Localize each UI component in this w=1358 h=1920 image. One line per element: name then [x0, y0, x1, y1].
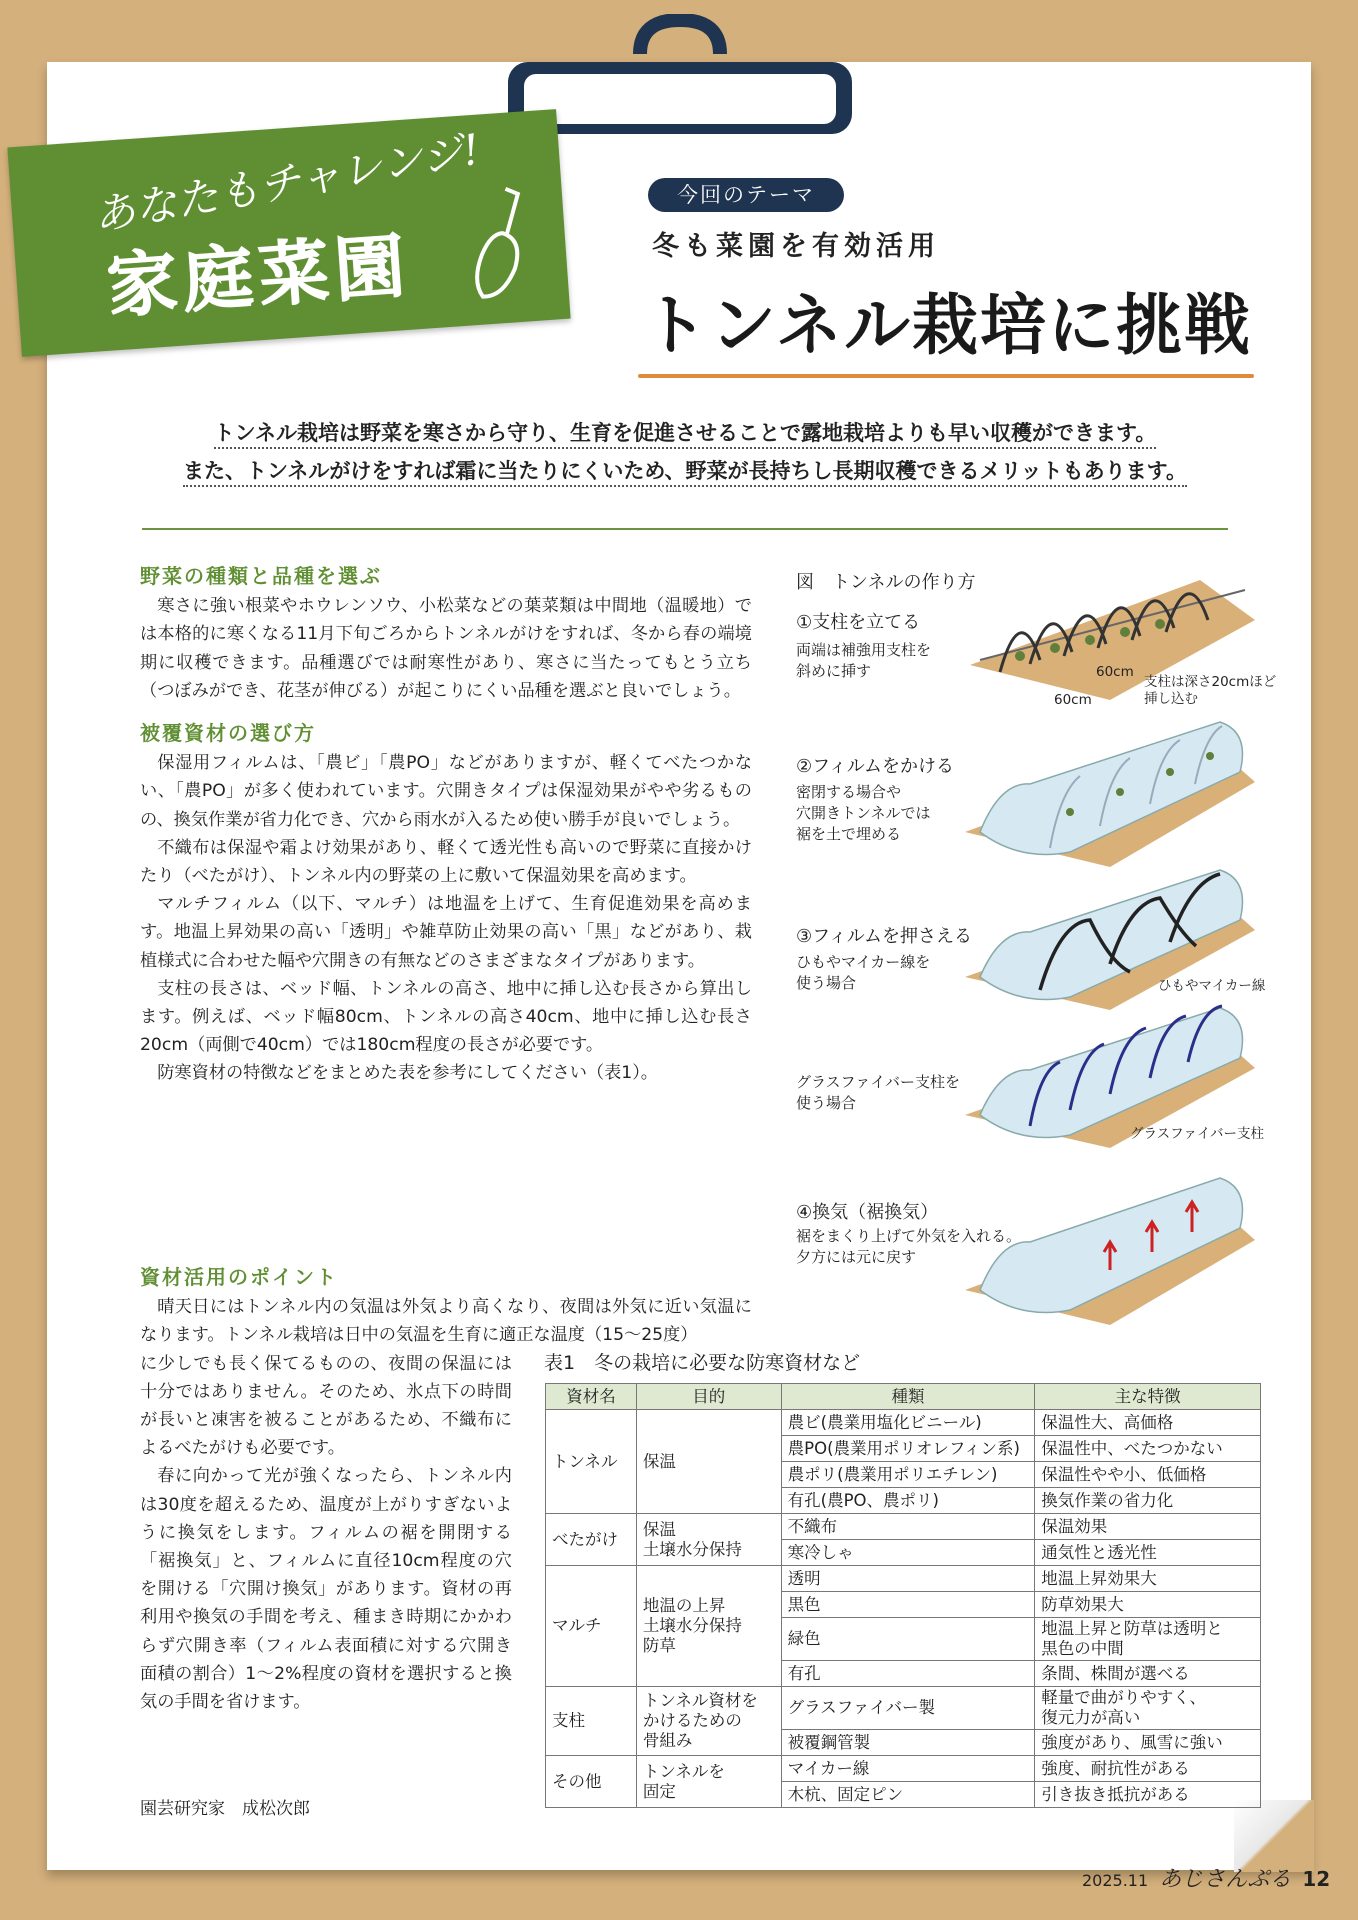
intro-line-2: また、トンネルがけをすれば霜に当たりにくいため、野菜が長持ちし長期収穫できるメリットもあります。 [183, 459, 1187, 487]
feature: 地温上昇と防草は透明と 黒色の中間 [1035, 1618, 1261, 1661]
paragraph: 不織布は保湿や霜よけ効果があり、軽くて透光性も高いので野菜に直接かけたり（べたがけ）、トンネル内の野菜の上に敷いて保温効果を高めます。 [140, 837, 752, 887]
kind: 木杭、固定ピン [781, 1782, 1035, 1808]
material-name: トンネル [546, 1410, 637, 1514]
feature: 条間、株間が選べる [1035, 1661, 1261, 1687]
article-body-top [140, 562, 752, 1088]
feature: 強度があり、風雪に強い [1035, 1730, 1261, 1756]
feature: 引き抜き抵抗がある [1035, 1782, 1261, 1808]
kind: 不織布 [781, 1514, 1035, 1540]
purpose: 地温の上昇 土壌水分保持 防草 [636, 1566, 781, 1687]
dimension-label: 60cm [1096, 664, 1134, 680]
paragraph: 防寒資材の特徴などをまとめた表を参考にしてください（表1）。 [157, 1063, 658, 1084]
intro-line-1: トンネル栽培は野菜を寒さから守り、生育を促進させることで露地栽培よりも早い収穫ができます。 [214, 421, 1157, 449]
section-divider [142, 528, 1228, 530]
title-underline [638, 374, 1254, 378]
kind: 有孔 [781, 1661, 1035, 1687]
theme-badge: 今回のテーマ [648, 178, 844, 212]
kind: 被覆鋼管製 [781, 1730, 1035, 1756]
step-description: 裾をまくり上げて外気を入れる。 夕方には元に戻す [796, 1227, 1022, 1266]
paragraph: に少しでも長く保てるものの、夜間の保温には十分ではありません。そのため、氷点下の時間が長いと凍害を被ることがあるため、不織布によるべたがけも必要です。 [140, 1353, 512, 1459]
kind: 農PO(農業用ポリオレフィン系) [781, 1436, 1035, 1462]
dimension-label: 60cm [1054, 692, 1092, 708]
section-heading: 被覆資材の選び方 [140, 721, 316, 746]
category-banner [7, 109, 570, 357]
callout-note: 支柱は深さ20cmほど 挿し込む [1144, 674, 1277, 707]
trowel-icon [461, 181, 539, 306]
section-heading: 野菜の種類と品種を選ぶ [140, 564, 382, 588]
banner-subtitle: あなたもチャレンジ! [89, 124, 484, 241]
feature: 通気性と透光性 [1035, 1540, 1261, 1566]
author-credit: 園芸研究家 成松次郎 [140, 1799, 310, 1819]
step-heading: ②フィルムをかける [796, 756, 954, 777]
figure-title: 図 トンネルの作り方 [796, 572, 976, 593]
kind: グラスファイバー製 [781, 1687, 1035, 1730]
purpose: 保温 [636, 1410, 781, 1514]
page-footer [1082, 1862, 1330, 1893]
step-heading: ④換気（裾換気） [796, 1202, 939, 1223]
table-title: 表1 冬の栽培に必要な防寒資材など [544, 1352, 861, 1374]
column-header: 主な特徴 [1035, 1384, 1261, 1410]
kind: 透明 [781, 1566, 1035, 1592]
paragraph: 春に向かって光が強くなったら、トンネル内は30度を超えるため、温度が上がりすぎないように換気をします。フィルムの裾を開閉する「裾換気」と、フィルムに直径10cm程度の穴を開ける「穴開け換気」があります。資材の再利用や換気の手間を考え、種まき時期にかかわらず穴開き率（フィルム表面積に対する穴開き面積の割合）1～2%程度の資材を選択すると換気の手間を省けます。 [140, 1466, 512, 1713]
column-header: 資材名 [546, 1384, 637, 1410]
step-description: グラスファイバー支柱を 使う場合 [796, 1073, 960, 1112]
step-description: 密閉する場合や 穴開きトンネルでは 裾を土で埋める [796, 783, 931, 843]
kind: 有孔(農PO、農ポリ) [781, 1488, 1035, 1514]
material-name: マルチ [546, 1566, 637, 1687]
feature: 防草効果大 [1035, 1592, 1261, 1618]
kind: 緑色 [781, 1618, 1035, 1661]
purpose: トンネルを 固定 [636, 1756, 781, 1808]
article-title: トンネル栽培に挑戦 [642, 287, 1253, 364]
feature: 保温性やや小、低価格 [1035, 1462, 1261, 1488]
feature: 換気作業の省力化 [1035, 1488, 1261, 1514]
material-name: 支柱 [546, 1687, 637, 1756]
feature: 保温効果 [1035, 1514, 1261, 1540]
kind: 農ポリ(農業用ポリエチレン) [781, 1462, 1035, 1488]
table-header-row [546, 1384, 1261, 1410]
step-heading: ③フィルムを押さえる [796, 926, 972, 947]
material-name: べたがけ [546, 1514, 637, 1566]
feature: 地温上昇効果大 [1035, 1566, 1261, 1592]
ventilation-illustration [960, 1160, 1260, 1330]
column-header: 目的 [636, 1384, 781, 1410]
issue-date: 2025.11 [1082, 1871, 1149, 1890]
paragraph: 寒さに強い根菜やホウレンソウ、小松菜などの葉菜類は中間地（温暖地）では本格的に寒くなる11月下旬ごろからトンネルがけをすれば、冬から春の端境期に収穫できます。品種選びでは耐寒性があり、寒さに当たってもとう立ち（つぼみができ、花茎が伸びる）が起こりにくい品種を選ぶと良いでしょう。 [140, 596, 752, 701]
feature: 保温性中、べたつかない [1035, 1436, 1261, 1462]
table-row [546, 1566, 1261, 1592]
kind: 黒色 [781, 1592, 1035, 1618]
materials-table [545, 1383, 1261, 1808]
step-heading: ①支柱を立てる [796, 612, 921, 633]
material-name: その他 [546, 1756, 637, 1808]
kind: マイカー線 [781, 1756, 1035, 1782]
section-heading: 資材活用のポイント [140, 1265, 338, 1289]
feature: 軽量で曲がりやすく、 復元力が高い [1035, 1687, 1261, 1730]
film-cover-illustration [960, 712, 1260, 872]
purpose: 保温 土壌水分保持 [636, 1514, 781, 1566]
paragraph: マルチフィルム（以下、マルチ）は地温を上げて、生育促進効果を高めます。地温上昇効果の高い「透明」や雑草防止効果の高い「黒」などがあり、栽植様式に合わせた幅や穴開きの有無などのさまざまなタイプがあります。 [140, 894, 752, 971]
purpose: トンネル資材を かけるための 骨組み [636, 1687, 781, 1756]
table-row [546, 1756, 1261, 1782]
step-description: ひもやマイカー線を 使う場合 [796, 953, 931, 992]
step-description: 両端は補強用支柱を 斜めに挿す [796, 641, 932, 680]
callout-note: ひもやマイカー線 [1158, 978, 1266, 994]
page-number: 12 [1302, 1867, 1331, 1891]
kind: 農ビ(農業用塩化ビニール) [781, 1410, 1035, 1436]
intro-lead [140, 414, 1230, 490]
feature: 保温性大、高価格 [1035, 1410, 1261, 1436]
paragraph: 支柱の長さは、ベッド幅、トンネルの高さ、地中に挿し込む長さから算出します。例えば、ベッド幅80cm、トンネルの高さ40cm、地中に挿し込む長さ20cm（両側で40cm）では180cm程度の長さが必要です。 [140, 978, 752, 1056]
callout-note: グラスファイバー支柱 [1130, 1126, 1265, 1142]
banner-title: 家庭菜園 [104, 223, 414, 328]
table-row [546, 1514, 1261, 1540]
magazine-logo: あじさんぷる [1159, 1867, 1292, 1892]
article-subtitle: 冬も菜園を有効活用 [652, 231, 940, 262]
paragraph: 晴天日にはトンネル内の気温は外気より高くなり、夜間は外気に近い気温になります。トンネル栽培は日中の気温を生育に適正な温度（15～25度） [140, 1297, 752, 1346]
paragraph: 保湿用フィルムは、「農ビ」「農PO」などがありますが、軽くてべたつかない、「農PO」が多く使われています。穴開きタイプは保湿効果がやや劣るものの、換気作業が省力化でき、穴から雨水が入るため使い勝手が良いでしょう。 [140, 753, 752, 830]
column-header: 種類 [781, 1384, 1035, 1410]
kind: 寒冷しゃ [781, 1540, 1035, 1566]
feature: 強度、耐抗性がある [1035, 1756, 1261, 1782]
table-row [546, 1410, 1261, 1436]
table-row [546, 1687, 1261, 1730]
